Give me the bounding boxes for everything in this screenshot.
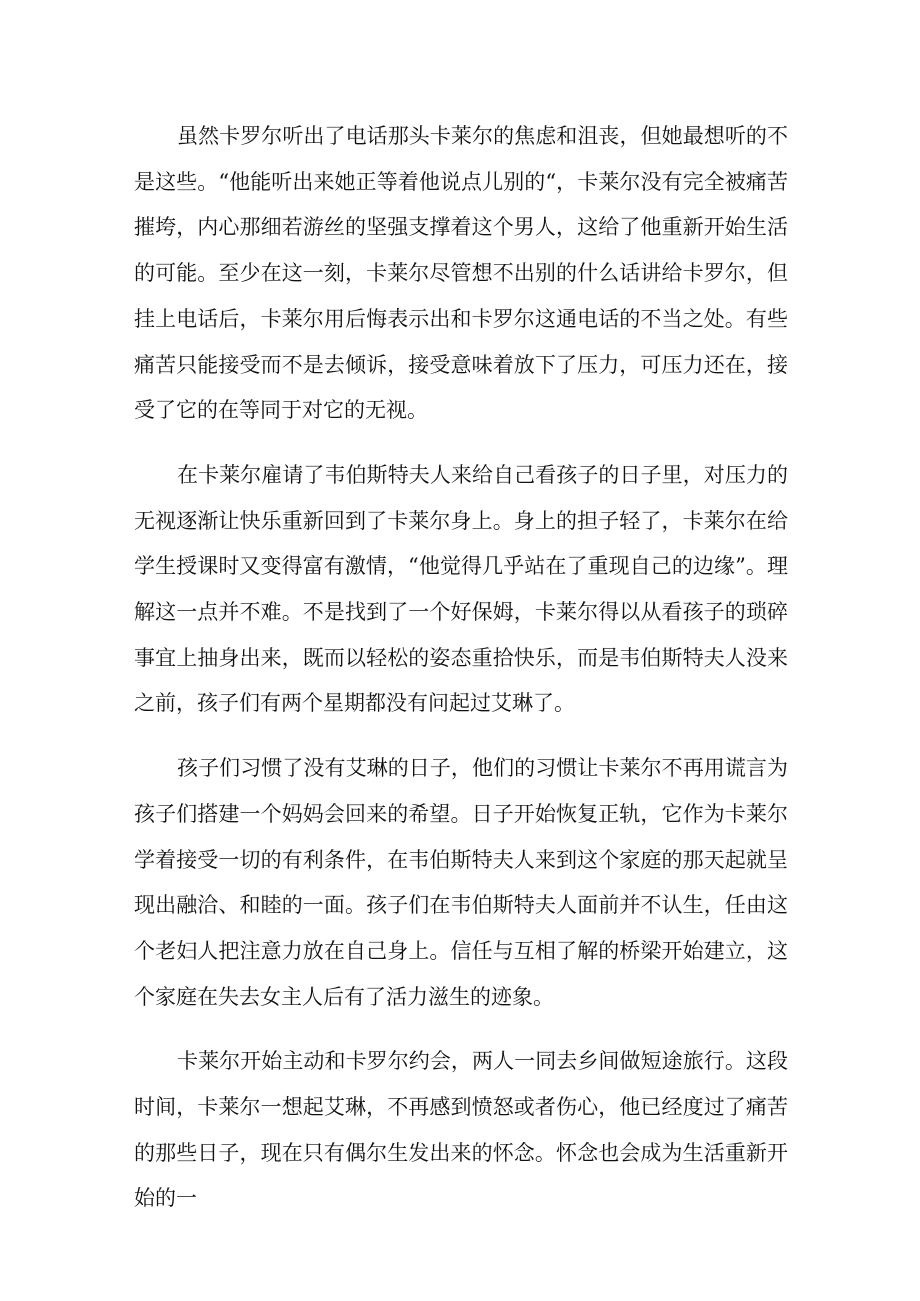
paragraph-4: 卡莱尔开始主动和卡罗尔约会，两人一同去乡间做短途旅行。这段时间，卡莱尔一想起艾琳，不再感到愤怒或者伤心，他已经度过了痛苦的那些日子，现在只有偶尔生发出来的怀念。怀念也会成为生活重新开始的一 bbox=[134, 1049, 788, 1211]
document-body bbox=[134, 114, 788, 1241]
paragraph-1: 虽然卡罗尔听出了电话那头卡莱尔的焦虑和沮丧，但她最想听的不是这些。“他能听出来她正等着他说点儿别的“，卡莱尔没有完全被痛苦摧垮，内心那细若游丝的坚强支撑着这个男人，这给了他重新开始生活的可能。至少在这一刻，卡莱尔尽管想不出别的什么话讲给卡罗尔，但挂上电话后，卡莱尔用后悔表示出和卡罗尔这通电话的不当之处。有些痛苦只能接受而不是去倾诉，接受意味着放下了压力，可压力还在，接受了它的在等同于对它的无视。 bbox=[134, 124, 788, 423]
paragraph-2: 在卡莱尔雇请了韦伯斯特夫人来给自己看孩子的日子里，对压力的无视逐渐让快乐重新回到了卡莱尔身上。身上的担子轻了，卡莱尔在给学生授课时又变得富有激情，“他觉得几乎站在了重现自己的边缘”。理解这一点并不难。不是找到了一个好保姆，卡莱尔得以从看孩子的琐碎事宜上抽身出来，既而以轻松的姿态重拾快乐，而是韦伯斯特夫人没来之前，孩子们有两个星期都没有问起过艾琳了。 bbox=[134, 462, 788, 716]
paragraph-3: 孩子们习惯了没有艾琳的日子，他们的习惯让卡莱尔不再用谎言为孩子们搭建一个妈妈会回来的希望。日子开始恢复正轨，它作为卡莱尔学着接受一切的有利条件，在韦伯斯特夫人来到这个家庭的那天起就呈现出融洽、和睦的一面。孩子们在韦伯斯特夫人面前并不认生，任由这个老妇人把注意力放在自己身上。信任与互相了解的桥梁开始建立，这个家庭在失去女主人后有了活力滋生的迹象。 bbox=[134, 756, 788, 1009]
